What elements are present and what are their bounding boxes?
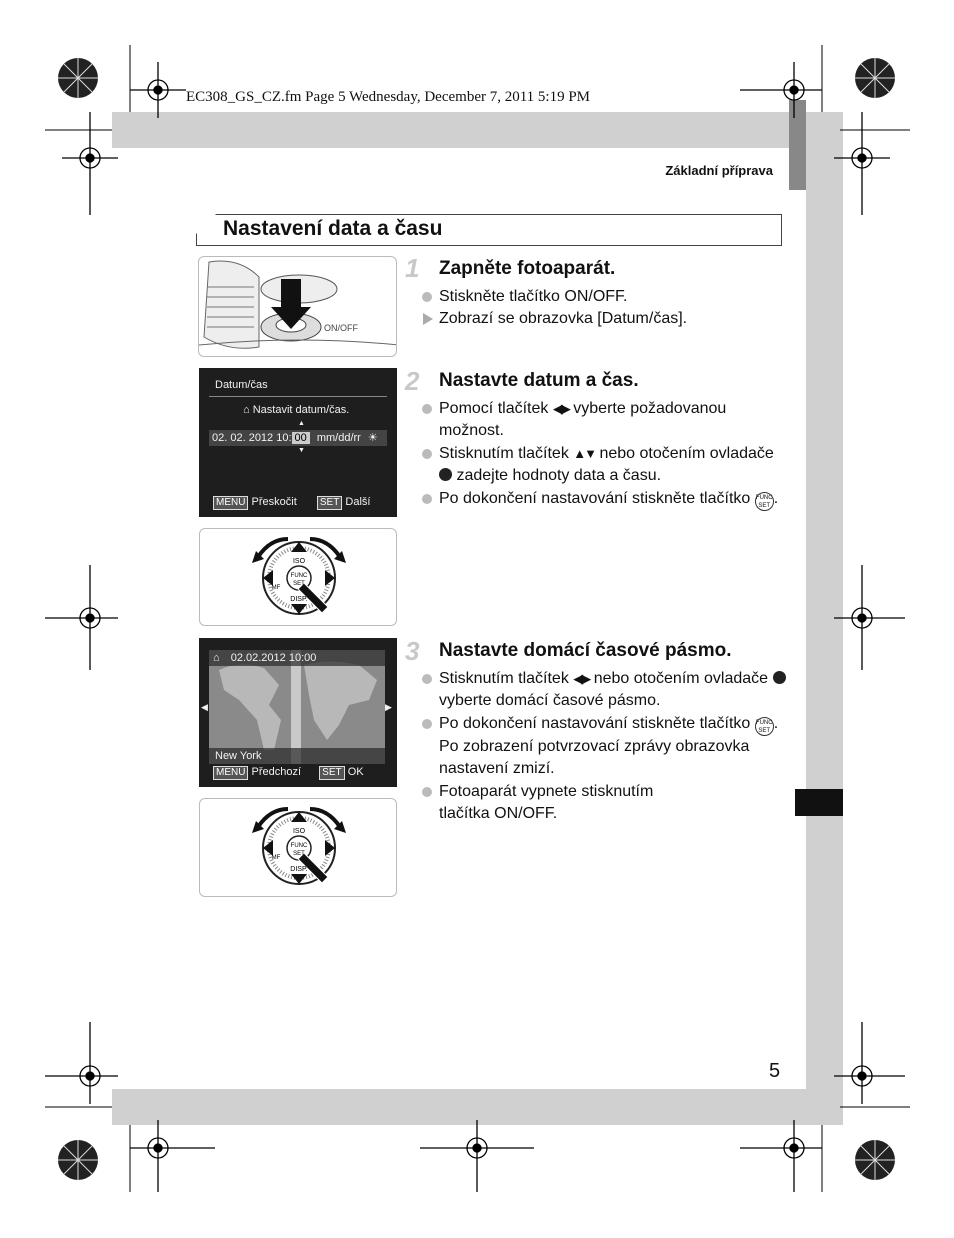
dial-disp-label: DISP. xyxy=(290,866,308,873)
page-number: 5 xyxy=(769,1060,781,1082)
section-header: Základní příprava xyxy=(665,163,773,178)
date-value-row xyxy=(209,430,387,446)
menu-action: Předchozí xyxy=(251,766,302,778)
dst-icon: ☀ xyxy=(367,432,378,444)
city-bar xyxy=(209,748,385,764)
menu-button-label: MENU xyxy=(213,496,248,510)
tz-right-arrow-icon[interactable]: ▶ xyxy=(385,702,392,712)
dial-disp-label: DISP. xyxy=(290,596,308,603)
step-2-bullet-1: Pomocí tlačítek ◀▶ vyberte požadovanou možnost. xyxy=(421,398,781,443)
func-set-icon: FUNC SET xyxy=(755,492,774,511)
home-icon: ⌂ xyxy=(243,404,250,416)
control-dial-illustration-2 xyxy=(199,798,397,897)
step-1-number: 1 xyxy=(405,253,420,283)
home-icon: ⌂ xyxy=(213,652,220,664)
time-zone-screen xyxy=(199,638,397,787)
camera-top-drawing xyxy=(199,257,397,357)
step-1-heading: Zapněte fotoaparát. xyxy=(439,258,616,279)
left-right-arrows-icon: ◀▶ xyxy=(573,671,590,686)
step-2-number: 2 xyxy=(405,366,420,396)
city-name: New York xyxy=(215,750,262,762)
date-time-screen xyxy=(199,368,397,517)
step-2-bullet-3: Po dokončení nastavování stiskněte tlačítko FUNC SET . xyxy=(421,488,781,511)
step-1-bullet-1: Stiskněte tlačítko ON/OFF. xyxy=(421,286,781,308)
control-dial-icon xyxy=(439,468,452,481)
file-meta-line: EC308_GS_CZ.fm Page 5 Wednesday, December 7, 2011 5:19 PM xyxy=(186,89,591,105)
set-action: Další xyxy=(345,496,371,508)
set-button-label: SET xyxy=(319,766,344,780)
world-map-drawing xyxy=(209,650,385,764)
up-down-arrows-icon: ▲▼ xyxy=(573,445,596,461)
control-dial-drawing-1 xyxy=(200,529,397,626)
tz-datetime: 02.02.2012 10:00 xyxy=(230,652,317,664)
menu-button-label: MENU xyxy=(213,766,248,780)
step-1-bullet-2: Zobrazí se obrazovka [Datum/čas]. xyxy=(421,308,781,330)
screen-footer xyxy=(213,766,364,780)
dial-iso-label: ISO xyxy=(292,558,306,565)
left-right-arrows-icon: ◀▶ xyxy=(552,401,569,416)
dial-set-label: SET xyxy=(293,581,305,587)
control-dial-illustration-1 xyxy=(199,528,397,626)
camera-top-illustration xyxy=(198,256,397,357)
world-map xyxy=(209,650,385,764)
prompt-row xyxy=(243,404,349,416)
menu-action: Přeskočit xyxy=(251,496,297,508)
screen-footer xyxy=(213,496,370,510)
dial-func-label: FUNC xyxy=(290,843,308,849)
up-arrow-icon: ▲ xyxy=(298,420,305,427)
control-dial-drawing-2 xyxy=(200,799,397,897)
screen-title: Datum/čas xyxy=(215,379,268,391)
step-2-heading: Nastavte datum a čas. xyxy=(439,370,639,391)
step-3-bullets xyxy=(421,668,786,825)
step-2-bullet-2: Stisknutím tlačítek ▲▼ nebo otočením ovladače zadejte hodnoty data a času. xyxy=(421,443,781,488)
dial-mf-label: MF xyxy=(271,585,281,591)
step-3-heading: Nastavte domácí časové pásmo. xyxy=(439,640,732,661)
date-value: 02. 02. 2012 10: xyxy=(212,432,292,444)
chapter-tab xyxy=(795,789,843,816)
date-format: mm/dd/rr xyxy=(316,432,361,444)
step-3-number: 3 xyxy=(405,636,420,666)
down-arrow-icon: ▼ xyxy=(298,447,305,454)
screen-top-bar xyxy=(209,650,385,666)
prompt-text: Nastavit datum/čas. xyxy=(252,404,350,416)
dial-set-label: SET xyxy=(293,851,305,857)
dial-func-label: FUNC xyxy=(290,573,308,579)
step-3-bullet-2: Po dokončení nastavování stiskněte tlačítko FUNC SET . Po zobrazení potvrzovací zprávy obrazovka nastavení zmizí. xyxy=(421,713,786,781)
tz-left-arrow-icon[interactable]: ◀ xyxy=(201,702,208,712)
page-title: Nastavení data a času xyxy=(223,217,443,240)
step-2-bullets xyxy=(421,398,781,511)
func-set-icon: FUNC SET xyxy=(755,717,774,736)
step-3-bullet-3: Fotoaparát vypnete stisknutím tlačítka ON/OFF. xyxy=(421,781,694,826)
step-1-bullets xyxy=(421,286,781,331)
set-button-label: SET xyxy=(317,496,342,510)
control-dial-icon xyxy=(773,671,786,684)
minutes-field[interactable]: 00 xyxy=(292,432,310,444)
step-3-bullet-1: Stisknutím tlačítek ◀▶ nebo otočením ovladače vyberte domácí časové pásmo. xyxy=(421,668,786,713)
dial-mf-label: MF xyxy=(271,855,281,861)
set-action: OK xyxy=(347,766,364,778)
on-off-label: ON/OFF xyxy=(324,323,358,333)
dial-iso-label: ISO xyxy=(292,828,306,835)
title-underline xyxy=(209,396,387,397)
